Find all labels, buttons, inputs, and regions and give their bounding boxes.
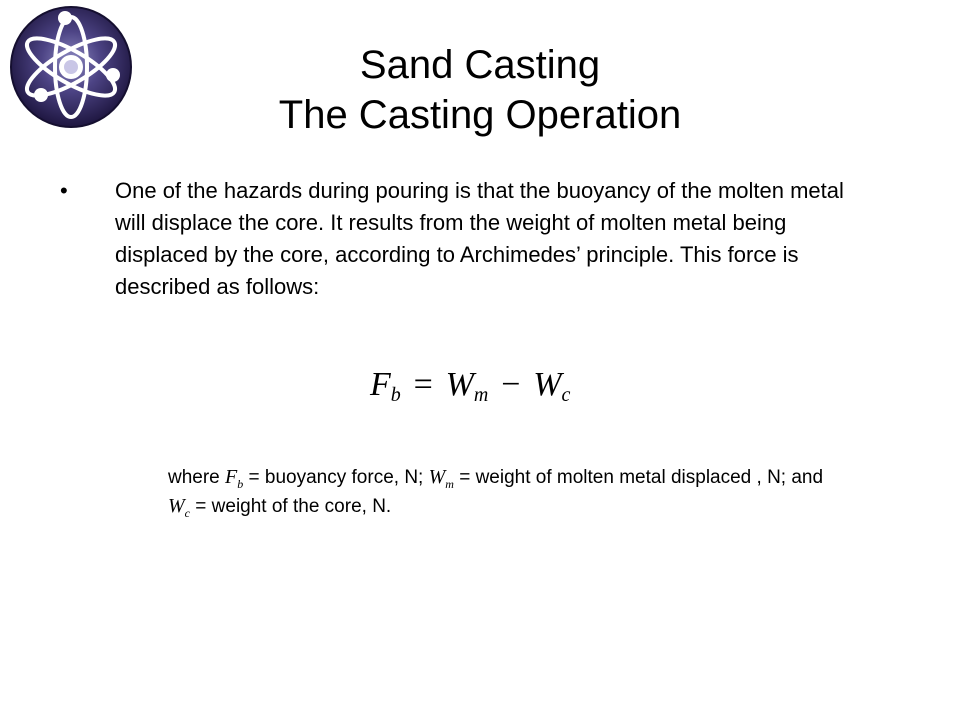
slide-title xyxy=(130,40,830,140)
variable-definitions xyxy=(168,466,848,524)
where-desc-2: = weight of molten metal displaced , N; and xyxy=(453,467,824,488)
where-var-1: F xyxy=(225,466,238,488)
where-var-3: W xyxy=(168,494,185,517)
where-prefix: where xyxy=(168,467,226,488)
buoyancy-equation xyxy=(370,362,570,417)
where-var-2: W xyxy=(428,466,446,488)
where-var-1-sub: b xyxy=(237,476,244,491)
atom-icon xyxy=(9,5,133,129)
eq-equals: = xyxy=(413,366,433,403)
eq-lhs-sub: b xyxy=(390,384,401,406)
eq-term2-symbol: W xyxy=(533,366,562,403)
eq-lhs-symbol: F xyxy=(370,366,391,403)
eq-term1-sub: m xyxy=(473,384,489,406)
bullet-marker: • xyxy=(60,178,68,203)
where-var-2-sub: m xyxy=(445,476,454,491)
eq-term2-sub: c xyxy=(561,384,571,406)
eq-minus: − xyxy=(501,366,521,403)
where-desc-3: = weight of the core, N. xyxy=(190,495,392,517)
where-desc-1: = buoyancy force, N; xyxy=(243,467,429,488)
title-line-2: The Casting Operation xyxy=(278,93,682,137)
bullet-text: One of the hazards during pouring is that the buoyancy of the molten metal will displace the core. It results from the weight of molten metal being displaced by the core, according to Archimedes’ principle. This force is described as follows: xyxy=(115,178,844,299)
eq-term1-symbol: W xyxy=(445,366,474,403)
title-line-1: Sand Casting xyxy=(359,43,601,87)
where-var-3-sub: c xyxy=(184,505,190,520)
